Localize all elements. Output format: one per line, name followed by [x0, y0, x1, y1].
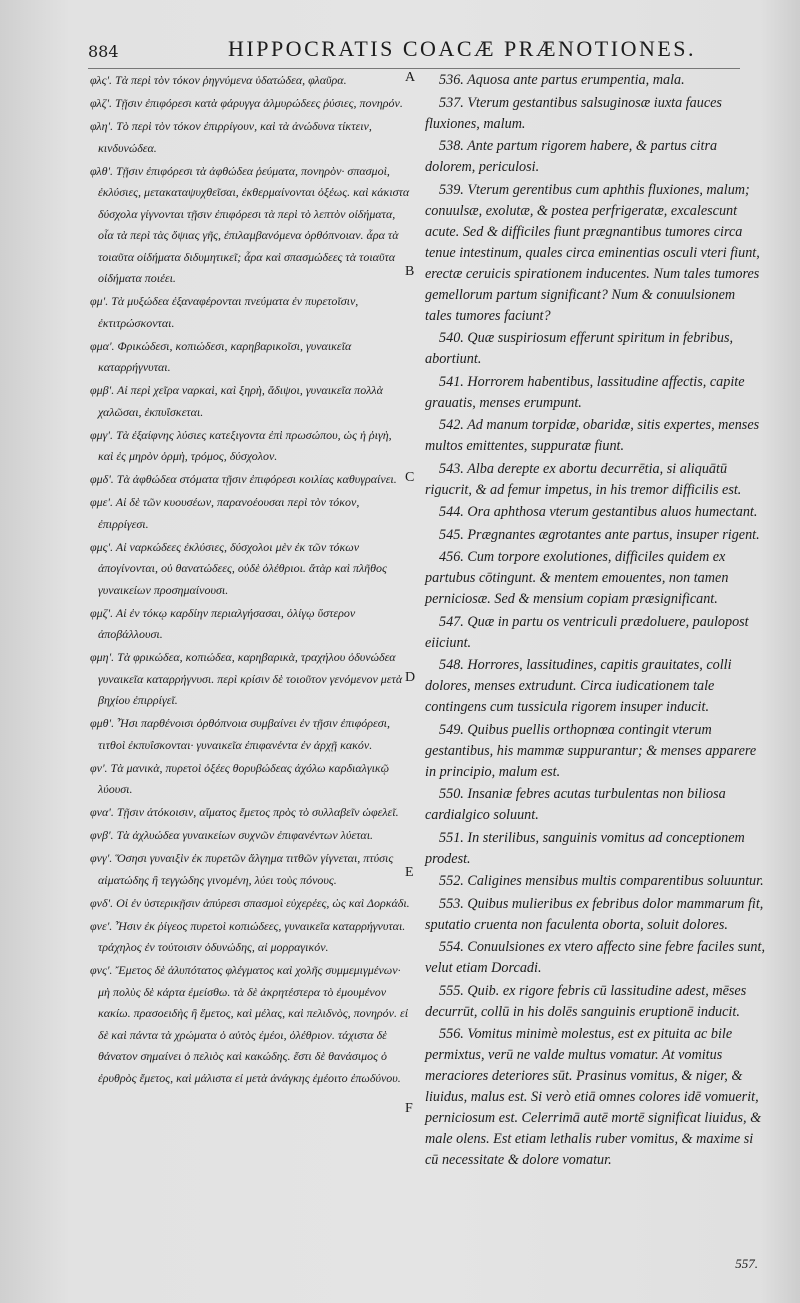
latin-entry: 539. Vterum gerentibus cum aphthis fluxiones, malum; conuulsæ, exolutæ, & postea perfrigeratæ, excalescunt acute. Sed & difficiles fiunt prægnantibus tumores circa tenue intestinum, quales circa eminentias osculi vteri fiunt, erectæ ceruicis spirationem inducentes. Num tales tumores gemellorum partum significant? Num & conuulsionem tales tumores faciunt? [425, 181, 760, 324]
greek-entry: φμθ'. Ἦσι παρθένοισι ὀρθόπνοια συμβαίνει ἐν τῇσιν ἐπιφόρεσι, τιτθοὶ ἐκπυΐσκονται· γυναικεῖα ἐπιφανέντα ἐν ἀρχῇ κακόν. [90, 716, 390, 752]
greek-entry: φμβ'. Αἱ περὶ χεῖρα ναρκαὶ, καὶ ξηρὴ, ἄδιψοι, γυναικεῖα πολλὰ χαλῶσαι, ἐκπυΐσκεται. [90, 383, 383, 419]
latin-entry: 540. Quæ suspiriosum efferunt spiritum in febribus, abortiunt. [425, 330, 734, 367]
margin-section-letters [405, 0, 425, 1303]
latin-entry: 555. Quib. ex rigore febris cū lassitudine adest, mēses decurrūt, collū in his dolēs sanguinis eruptionē inducit. [425, 982, 747, 1020]
greek-entry: φν'. Τὰ μανικὰ, πυρετοὶ ὀξέες θορυβώδεας ἀχόλω καρδιαλγικῷ λύουσι. [90, 760, 390, 796]
latin-entry: 537. Vterum gestantibus salsuginosæ iuxta fauces fluxiones, malum. [425, 94, 722, 132]
greek-entry: φλς'. Τὰ περὶ τὸν τόκον ῥηγνύμενα ὑδατώδεα, φλαῦρα. [90, 73, 347, 87]
margin-letter-b: B [405, 264, 415, 279]
greek-entry: φμς'. Αἱ ναρκώδεες ἐκλύσιες, δύσχολοι μὲν ἐκ τῶν τόκων ἀπογίνονται, οὐ θανατώδεες, οὐδὲ ὀλέθριοι. ἄτὰρ καὶ πλῆθος γυναικείων προσημαίνουσι. [90, 539, 387, 597]
greek-entry: φμζ'. Αἱ ἐν τόκῳ καρδίην περιαλγήσασαι, ὀλίγῳ ὕστερον ἀποβάλλουσι. [90, 605, 356, 641]
latin-entry: 456. Cum torpore exolutiones, difficiles quidem ex partubus cōtingunt. & mentem emouentes, non tamen perniciosæ. Sed & mensium copiam præsignificant. [425, 549, 729, 607]
greek-entry: φνγ'. Ὅσησι γυναιξὶν ἐκ πυρετῶν ἄλγημα τιτθῶν γίγνεται, πτύσις αἱματώδης ἢ τεγγώδης γινομένη, λύει τοὺς πόνους. [90, 851, 394, 887]
latin-entry: 542. Ad manum torpidæ, obaridæ, sitis expertes, menses multos emittentes, suppuratæ fiunt. [425, 417, 760, 454]
latin-entry: 549. Quibus puellis orthopnœa contingit vterum gestantibus, his mammæ suppurantur; & menses apparere in principio, malum est. [425, 721, 757, 780]
latin-entry: 538. Ante partum rigorem habere, & partus citra dolorem, periculosi. [425, 138, 718, 175]
greek-entry: φλθ'. Τῇσιν ἐπιφόρεσι τὰ ἀφθώδεα ῥεύματα, πονηρὸν· σπασμοὶ, ἐκλύσιες, μετακαταψυχθεῖσαι, ἐκθερμαίνονται ὀξέως. καὶ κάκιστα δύσχολα γίγνονται τῇσιν ἐπιφόρεσι τὰ περὶ τὸ λεπτὸν οἰδήματα, οἷα τὰ περὶ τὰς ὄψιας γῆς, ἐπιλαμβανόμενα ὀρθόπνοιαν. ἆρα τὰ τοιαῦτα οἰδήματα διδυμητικεῖ; ἆρα καὶ σπασμώδεες τὰ τοιαῦτα οἰδήματα ποιέει. [90, 163, 410, 285]
greek-entry: φμη'. Τὰ φρικώδεα, κοπιώδεα, καρηβαρικὰ, τραχήλου ὀδυνώδεα γυναικεῖα καταρρήγνυσι. περὶ κρίσιν δὲ τοιοῦτον γενόμενον μετὰ βηχίου ἐπιρρίγεῖ. [90, 650, 403, 707]
greek-entry: φνα'. Τῇσιν ἀτόκοισιν, αἵματος ἔμετος πρὸς τὸ συλλαβεῖν ὠφελεῖ. [90, 805, 399, 819]
latin-entry: 545. Prægnantes ægrotantes ante partus, insuper rigent. [439, 526, 760, 543]
greek-entry: φνβ'. Τὰ ἀχλυώδεα γυναικείων συχνῶν ἐπιφανέντων λύεται. [90, 828, 374, 842]
latin-entry: 544. Ora aphthosa vterum gestantibus aluos humectant. [439, 504, 758, 520]
greek-entry: φνε'. Ἦσιν ἐκ ῥίγεος πυρετοὶ κοπιώδεες, γυναικεῖα καταρρήγνυται. τράχηλος ἐν τούτοισιν ὀδυνώδης, αἱ μορραγικόν. [90, 918, 406, 954]
greek-entry: φμα'. Φρικώδεσι, κοπιώδεσι, καρηβαρικοῖσι, γυναικεῖα καταρρήγνυται. [90, 338, 352, 374]
latin-entry: 553. Quibus mulieribus ex febribus dolor mammarum fit, sputatio cruenta non faculenta oborta, soluit dolores. [425, 895, 764, 933]
greek-entry: φμδ'. Τὰ ἀφθώδεα στόματα τῇσιν ἐπιφόρεσι κοιλίας καθυγραίνει. [90, 472, 397, 486]
margin-letter-d: D [405, 670, 416, 685]
latin-entry: 554. Conuulsiones ex vtero affecto sine febre faciles sunt, velut etiam Dorcadi. [425, 939, 765, 976]
greek-entry: φμε'. Αἱ δὲ τῶν κυουσέων, παρανοέουσαι περὶ τὸν τόκον, ἐπιρρίγεσι. [90, 495, 360, 531]
margin-letter-f: F [405, 1101, 413, 1116]
latin-entry: 548. Horrores, lassitudines, capitis grauitates, colli dolores, menses extrudunt. Circa iudicationem tale contingens cum tussicula rigorem insuper inducit. [425, 657, 732, 715]
latin-entry: 551. In sterilibus, sanguinis vomitus ad conceptionem prodest. [425, 829, 745, 867]
catchword: 557. [735, 1256, 758, 1271]
page-number: 884 [88, 42, 119, 61]
latin-entry: 547. Quæ in partu os ventriculi prædoluere, paulopost eiiciunt. [425, 613, 749, 651]
greek-entry: φλζ'. Τῇσιν ἐπιφόρεσι κατὰ φάρυγγα ἁλμυρώδεες ῥύσιες, πονηρόν. [90, 96, 403, 110]
latin-entry: 550. Insaniæ febres acutas turbulentas non biliosa cardialgico soluunt. [425, 786, 726, 823]
latin-entry: 536. Aquosa ante partus erumpentia, mala. [439, 72, 685, 88]
greek-entry: φνς'. Ἔμετος δὲ ἀλυπότατος φλέγματος καὶ χολῆς συμμεμιγμένων· μὴ πολὺς δὲ κάρτα ἐμείσθω. τὰ δὲ ἀκρητέστερα τὸ ἐμουμένον κακίω. πρασοειδὴς ἢ ἔμετος, καὶ μέλας, καὶ πελιδνὸς, πονηρόν. εἰ δὲ καὶ πάντα τὰ χρώματα ὁ αὐτὸς ἐμέοι, ὀλέθριον. τάχιστα δὲ θάνατον σημαίνει ὁ πελιὸς καὶ κακώδης. ἔστι δὲ θανάσιμος ὁ ἐρυθρὸς ἔμετος, καὶ μάλιστα εἰ μετὰ ἀνάγκης ἐμέοιτο ἐπωδύνου. [90, 963, 409, 1085]
greek-entry: φμ'. Τὰ μυξώδεα ἐξαναφέρονται πνεύματα ἐν πυρετοῖσιν, ἐκτιτρώσκονται. [90, 294, 359, 330]
margin-letter-c: C [405, 470, 415, 485]
latin-entry: 543. Alba derepte ex abortu decurrētia, si aliquātū rigucrit, & ad femur impetus, in his tremor difficilis est. [425, 460, 742, 498]
latin-entry: 552. Caligines mensibus multis comparentibus soluuntur. [439, 873, 764, 889]
latin-entry: 556. Vomitus minimè molestus, est ex pituita ac bile permixtus, verū ne valde multus vomatur. At vomitus meraciores deteriores sūt. Prasinus vomitus, & niger, & liuidus, malus est. Si verò etiā omnes colores idē vomuerit, perniciosum est. Celerrimā autē mortē significat liuidus, & male olens. Est etiam lethalis ruber vomitus, & maxime si cū necessitate & dolore vomatur. [425, 1026, 762, 1168]
greek-entry: φνδ'. Οἱ ἐν ὑστερικῇσιν ἀπύρεσι σπασμοὶ εὐχερέες, ὡς καὶ Δορκάδι. [90, 895, 410, 910]
latin-entry: 541. Horrorem habentibus, lassitudine affectis, capite grauatis, menses erumpunt. [425, 373, 745, 411]
running-title: HIPPOCRATIS COACÆ PRÆNOTIONES. [228, 36, 697, 61]
margin-letter-a: A [405, 70, 416, 85]
greek-column [90, 70, 410, 1091]
latin-column [425, 70, 765, 1173]
greek-entry: φμγ'. Τὰ ἐξαίφνης λύσιες κατεξιγοντα ἐπὶ πρωσώπου, ὡς ἡ ῥιγὴ, καὶ ἐς μηρὸν ὁρμὴ, τρόμος, δύσχολον. [90, 427, 392, 463]
greek-entry: φλη'. Τὸ περὶ τὸν τόκον ἐπιρρίγουν, καὶ τὰ ἀνώδυνα τίκτειν, κινδυνώδεα. [90, 119, 372, 155]
margin-letter-e: E [405, 865, 414, 880]
